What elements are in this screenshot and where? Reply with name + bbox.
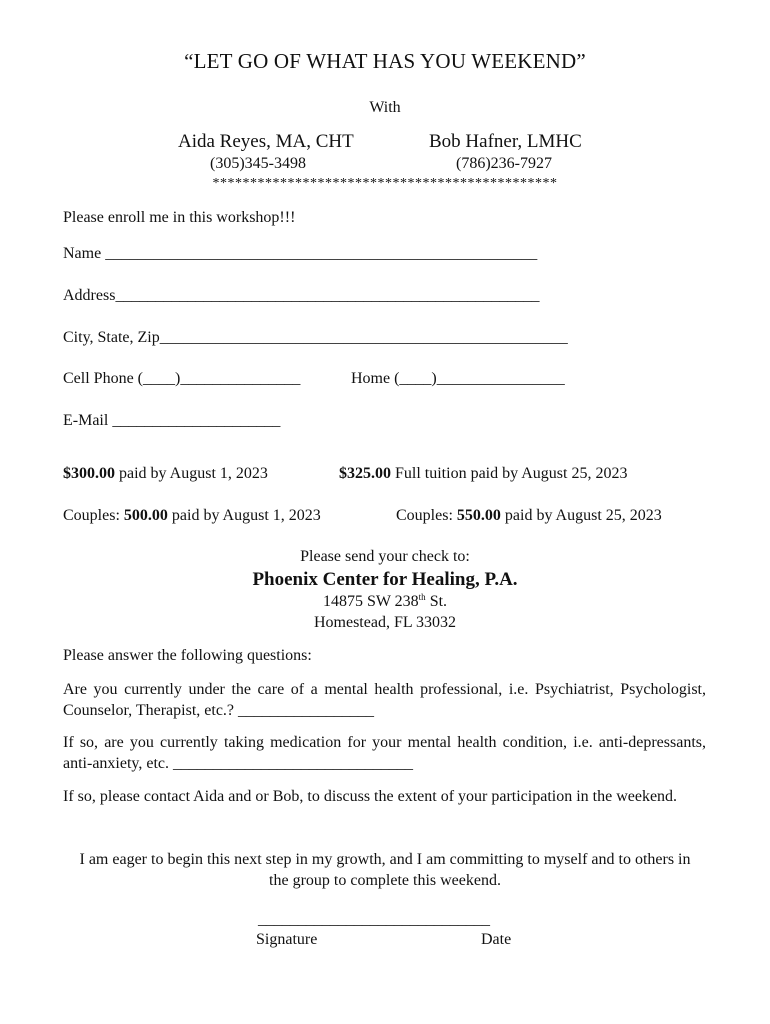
price-full-amount: $325.00 <box>339 465 391 482</box>
enroll-intro: Please enroll me in this workshop!!! <box>63 209 296 226</box>
street-number: 14875 SW 238 <box>322 593 419 610</box>
signature-line[interactable]: _____________________________ <box>258 911 490 928</box>
star-divider: ********************************************** <box>212 176 558 191</box>
address-field[interactable]: Address_____________________________________________________ <box>63 287 540 304</box>
price-early-amount: $300.00 <box>63 465 115 482</box>
city-address: Homestead, FL 33032 <box>313 614 457 631</box>
question-2: If so, are you currently taking medication for your mental health condition, i.e. anti-depressants, anti-anxiety, etc. ______________________________ <box>63 734 706 772</box>
commitment-statement: I am eager to begin this next step in my growth, and I am committing to myself and to others in the group to complete this weekend. <box>79 851 691 889</box>
street-name: St. <box>425 593 448 610</box>
with-label: With <box>369 99 401 116</box>
name-field[interactable]: Name ______________________________________________________ <box>63 245 538 262</box>
couples-early-prefix: Couples: <box>63 507 124 524</box>
signature-label: Signature <box>256 931 318 948</box>
city-state-zip-field[interactable]: City, State, Zip___________________________________________________ <box>63 329 568 346</box>
price-couples-early <box>63 507 321 525</box>
couples-full-amount: 550.00 <box>456 507 501 524</box>
street-address <box>0 593 770 611</box>
couples-full-text: paid by August 25, 2023 <box>500 507 662 524</box>
price-full <box>339 465 627 483</box>
price-couples-full <box>396 507 662 525</box>
price-early-text: paid by August 1, 2023 <box>115 465 268 482</box>
street-suffix: th <box>418 592 426 602</box>
couples-full-prefix: Couples: <box>396 507 457 524</box>
home-phone-field[interactable]: Home (____)________________ <box>351 370 565 387</box>
price-full-text: Full tuition paid by August 25, 2023 <box>391 465 628 482</box>
facilitator-2-phone: (786)236-7927 <box>456 155 552 172</box>
question-3: If so, please contact Aida and or Bob, to discuss the extent of your participation in the weekend. <box>63 788 678 805</box>
email-field[interactable]: E-Mail _____________________ <box>63 412 281 429</box>
facilitator-1-phone: (305)345-3498 <box>210 155 306 172</box>
price-early <box>63 465 268 483</box>
facilitator-1-name: Aida Reyes, MA, CHT <box>178 131 354 152</box>
facilitator-2-name: Bob Hafner, LMHC <box>429 131 582 152</box>
couples-early-amount: 500.00 <box>123 507 168 524</box>
send-check-label: Please send your check to: <box>300 548 470 565</box>
form-title: “LET GO OF WHAT HAS YOU WEEKEND” <box>184 49 586 73</box>
questions-intro: Please answer the following questions: <box>63 647 312 664</box>
cell-phone-field[interactable]: Cell Phone (____)_______________ <box>63 370 301 387</box>
question-1: Are you currently under the care of a mental health professional, i.e. Psychiatrist, Psychologist, Counselor, Therapist, etc.? _________________ <box>63 681 706 719</box>
organization-name: Phoenix Center for Healing, P.A. <box>252 569 518 590</box>
date-label: Date <box>481 931 512 948</box>
couples-early-text: paid by August 1, 2023 <box>167 507 321 524</box>
